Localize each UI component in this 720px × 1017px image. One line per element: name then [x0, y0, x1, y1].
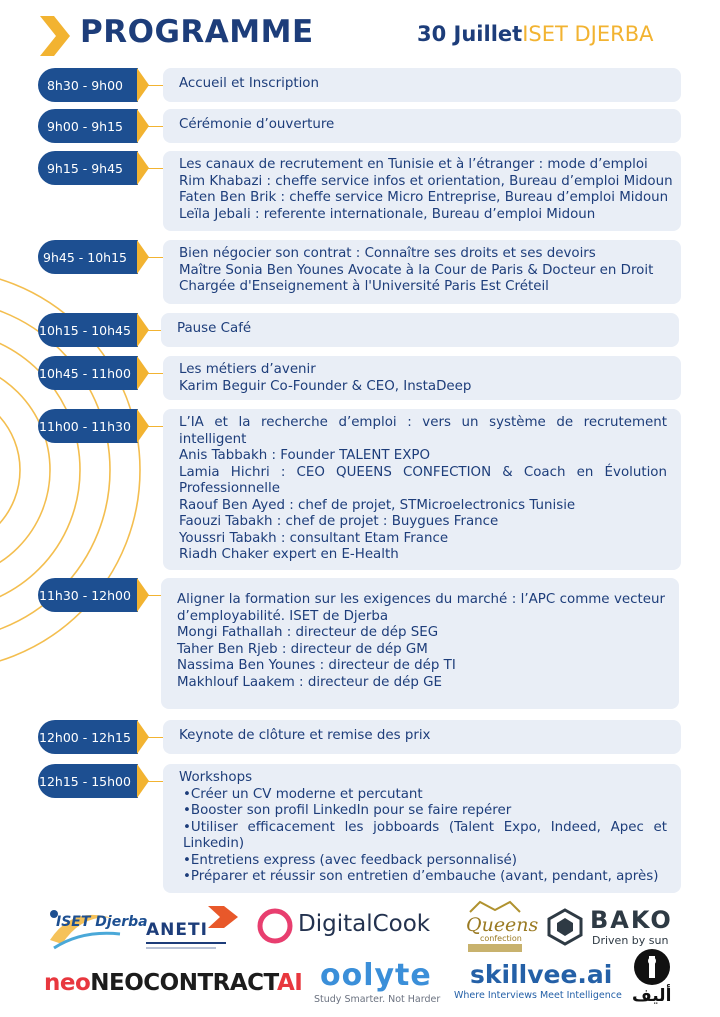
time-badge: 11h30 - 12h00: [38, 578, 138, 612]
session-card: [163, 68, 681, 102]
connector-line: [145, 257, 165, 258]
queens-sub-text: confection: [480, 934, 522, 943]
chevron-icon: [40, 16, 70, 56]
bako-logo-text: BAKO: [590, 906, 673, 934]
workshop-item: •Booster son profil LinkedIn pour se faire repérer: [183, 803, 512, 818]
neocontract-word: NEOCONTRACT: [90, 970, 277, 996]
session-title: Bien négocier son contrat : Connaître ses droits et ses devoirs: [179, 246, 596, 261]
oolyte-logo: [312, 958, 446, 1008]
time-badge: 11h00 - 11h30: [38, 409, 138, 443]
digitalcook-logo: [256, 906, 448, 946]
aneti-logo: [146, 906, 250, 954]
session-title: Aligner la formation sur les exigences du marché : l’APC comme vecteur d’employabilité. ISET de Djerba: [177, 592, 665, 624]
session-card: [163, 240, 681, 304]
page-header: [0, 0, 720, 70]
aneti-arrow-icon: [208, 906, 238, 928]
connector-line: [145, 426, 165, 427]
digitalcook-logo-text: DigitalCook: [298, 911, 431, 937]
session-title: Pause Café: [177, 321, 252, 336]
time-badge: 8h30 - 9h00: [38, 68, 138, 102]
speaker-line: Karim Beguir Co-Founder & CEO, InstaDeep: [179, 378, 472, 394]
session-card: [163, 720, 681, 754]
time-badge: 9h15 - 9h45: [38, 151, 138, 185]
workshop-item: •Entretiens express (avec feedback personnalisé): [183, 852, 518, 868]
session-card: [161, 578, 679, 709]
session-title: L’IA et la recherche d’emploi : vers un système de recrutement intelligent: [179, 415, 667, 447]
session-card: [163, 409, 681, 570]
alif-logo-text: أليف: [632, 986, 672, 1006]
skillvee-logo: [454, 960, 624, 1006]
alif-logo: [628, 948, 676, 1008]
session-title: Accueil et Inscription: [179, 76, 319, 91]
time-badge: 12h00 - 12h15: [38, 720, 138, 754]
speaker-line: Lamia Hichri : CEO QUEENS CONFECTION & Coach en Évolution Professionnelle: [179, 464, 667, 496]
speaker-line: Faten Ben Brik : cheffe service Micro Entreprise, Bureau d’emploi Midoun: [179, 190, 669, 205]
digitalcook-ring-icon: [256, 907, 294, 945]
session-card: [163, 151, 681, 231]
page-title: PROGRAMME: [80, 14, 314, 50]
speaker-line: Nassima Ben Younes : directeur de dép TI: [177, 658, 456, 673]
connector-line: [145, 781, 165, 782]
event-date: [417, 22, 653, 46]
queens-logo-text: Queens: [466, 914, 539, 936]
speaker-line: Mongi Fathallah : directeur de dép SEG: [177, 625, 439, 640]
time-badge: 12h15 - 15h00: [38, 764, 138, 798]
neocontract-ai: AI: [276, 970, 303, 996]
speaker-line: Makhlouf Laakem : directeur de dép GE: [177, 674, 442, 690]
aneti-logo-text: ANETI: [146, 920, 208, 940]
session-card: [161, 313, 679, 347]
connector-line: [145, 373, 165, 374]
session-title: Les canaux de recrutement en Tunisie et à l’étranger : mode d’emploi: [179, 157, 648, 172]
connector-line: [145, 85, 165, 86]
session-card: [163, 356, 681, 400]
session-title: Cérémonie d’ouverture: [179, 117, 335, 132]
speaker-line: Youssri Tabakh : consultant Etam France: [179, 530, 449, 546]
neocontract-logo: [44, 970, 303, 1000]
aneti-underline: [146, 942, 226, 944]
session-title: Workshops: [179, 770, 253, 785]
bako-logo: [546, 906, 676, 950]
queens-logo: [460, 898, 539, 956]
workshop-item: •Préparer et réussir son entretien d’embauche (avant, pendant, après): [183, 869, 659, 884]
iset-logo: [42, 900, 148, 956]
neo-prefix: neo: [44, 970, 91, 996]
speaker-line: Anis Tabbakh : Founder TALENT EXPO: [179, 448, 431, 463]
time-badge: 9h45 - 10h15: [38, 240, 138, 274]
neocontract-logo-text: [44, 970, 302, 996]
session-title: Les métiers d’avenir: [179, 362, 316, 377]
time-badge: 10h45 - 11h00: [38, 356, 138, 390]
time-badge: 10h15 - 10h45: [38, 313, 138, 347]
workshop-item: •Utiliser efficacement les jobboards (Talent Expo, Indeed, Apec et Linkedin): [183, 819, 667, 851]
skillvee-logo-text: skillvee.ai: [470, 960, 613, 989]
speaker-line: Raouf Ben Ayed : chef de projet, STMicroelectronics Tunisie: [179, 497, 576, 513]
date-text: 30 Juillet: [417, 22, 523, 46]
workshop-item: •Créer un CV moderne et percutant: [183, 786, 423, 802]
connector-line: [145, 737, 165, 738]
aneti-subline: [146, 947, 216, 949]
speaker-line: Leïla Jebali : referente internationale, Bureau d’emploi Midoun: [179, 206, 596, 222]
speaker-line: Riadh Chaker expert en E-Health: [179, 547, 399, 562]
speaker-line: Faouzi Tabakh : chef de projet : Buygues France: [179, 514, 499, 529]
location-text: ISET DJERBA: [522, 22, 654, 46]
oolyte-logo-text: oolyte: [320, 958, 432, 993]
connector-line: [145, 126, 165, 127]
speaker-line: Maître Sonia Ben Younes Avocate à la Cour de Paris & Docteur en Droit: [179, 262, 654, 278]
session-card: [163, 109, 681, 143]
time-badge: 9h00 - 9h15: [38, 109, 138, 143]
oolyte-tagline: Study Smarter. Not Harder: [314, 994, 441, 1005]
iset-logo-text: ISET Djerba: [56, 914, 148, 930]
session-title: Keynote de clôture et remise des prix: [179, 728, 431, 743]
alif-circle-icon: [630, 948, 674, 986]
session-card: [163, 764, 681, 893]
bako-hex-icon: [546, 908, 584, 946]
speaker-line: Chargée d'Enseignement à l'Université Paris Est Créteil: [179, 279, 549, 294]
bako-tagline: Driven by sun: [592, 934, 669, 947]
skillvee-tagline: Where Interviews Meet Intelligence: [454, 990, 622, 1001]
speaker-line: Rim Khabazi : cheffe service infos et orientation, Bureau d’emploi Midoun: [179, 173, 673, 189]
speaker-line: Taher Ben Rjeb : directeur de dép GM: [177, 641, 428, 657]
connector-line: [145, 168, 165, 169]
